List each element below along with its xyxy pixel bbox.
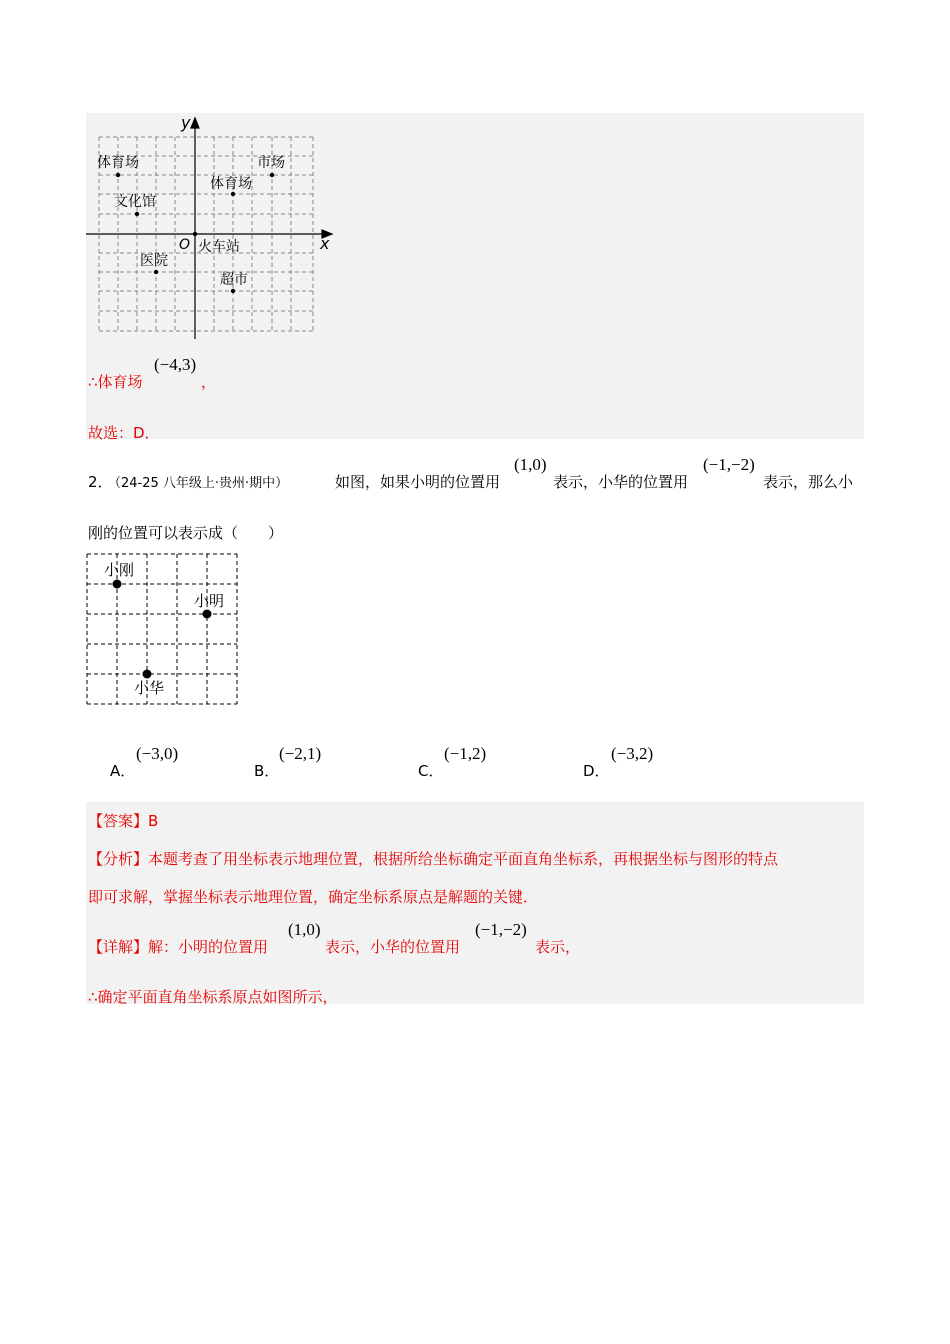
q2-text-b: 表示，小华的位置用 bbox=[553, 473, 689, 491]
option-b-letter[interactable]: B． bbox=[254, 762, 280, 780]
option-b-value[interactable]: (−2,1) bbox=[279, 744, 322, 763]
answer-line bbox=[88, 810, 158, 831]
y-axis-arrow bbox=[191, 118, 199, 128]
q2-source: （24-25 八年级上·贵州·期中） bbox=[108, 476, 289, 491]
q2-grid-figure bbox=[86, 553, 240, 706]
point-xiaoming bbox=[203, 610, 212, 619]
point-culture-hall bbox=[135, 212, 139, 216]
detail-tag: 【详解】 bbox=[88, 938, 149, 956]
label-xiaogang: 小刚 bbox=[104, 561, 135, 579]
y-axis-label: y bbox=[181, 113, 191, 132]
q2-text-c: 表示，那么小 bbox=[763, 473, 854, 491]
x-axis-label: x bbox=[320, 234, 330, 253]
label-stadium-2: 体育场 bbox=[210, 176, 252, 192]
label-hospital: 医院 bbox=[140, 253, 168, 269]
point-supermarket bbox=[231, 289, 235, 293]
q2-text-line2: 刚的位置可以表示成（ ） bbox=[88, 524, 284, 542]
detail-line-1 bbox=[88, 936, 268, 957]
point-xiaogang bbox=[113, 580, 122, 589]
q2-coord-ming: (1,0) bbox=[514, 455, 547, 474]
point-railway-station bbox=[193, 232, 197, 236]
prev-coordinate-figure bbox=[86, 113, 346, 345]
detail-coord-2: (−1,−2) bbox=[475, 920, 527, 939]
point-market bbox=[270, 173, 274, 177]
detail-text-b: 表示，小华的位置用 bbox=[325, 938, 461, 956]
option-c-letter[interactable]: C． bbox=[418, 762, 444, 780]
analysis-line-1 bbox=[88, 848, 778, 869]
point-stadium-2 bbox=[231, 192, 235, 196]
point-xiaohua bbox=[143, 670, 152, 679]
label-supermarket: 超市 bbox=[220, 272, 248, 288]
option-a-value[interactable]: (−3,0) bbox=[136, 744, 179, 763]
label-xiaoming: 小明 bbox=[194, 592, 225, 610]
label-railway-station: 火车站 bbox=[198, 239, 240, 255]
point-hospital bbox=[154, 270, 158, 274]
detail-text-c: 表示， bbox=[535, 938, 581, 956]
option-d-value[interactable]: (−3,2) bbox=[611, 744, 654, 763]
option-a-letter[interactable]: A． bbox=[110, 762, 136, 780]
q2-text-a: 如图，如果小明的位置用 bbox=[335, 473, 501, 491]
option-d-letter[interactable]: D． bbox=[583, 762, 610, 780]
analysis-text-1: 本题考查了用坐标表示地理位置，根据所给坐标确定平面直角坐标系，再根据坐标与图形的特点 bbox=[148, 850, 779, 868]
option-c-value[interactable]: (−1,2) bbox=[444, 744, 487, 763]
analysis-tag: 【分析】 bbox=[88, 850, 149, 868]
answer-value: B bbox=[148, 812, 159, 830]
prev-conclusion-coord: (−4,3) bbox=[154, 355, 197, 374]
analysis-line-2: 即可求解，掌握坐标表示地理位置，确定坐标系原点是解题的关键． bbox=[88, 888, 539, 906]
q2-coord-hua: (−1,−2) bbox=[703, 455, 755, 474]
prev-conclusion-text: ∴体育场 bbox=[88, 373, 143, 391]
origin-label: O bbox=[179, 237, 191, 253]
detail-text-a: 解：小明的位置用 bbox=[148, 938, 269, 956]
label-culture-hall: 文化馆 bbox=[114, 194, 156, 210]
answer-tag: 【答案】 bbox=[88, 812, 149, 830]
prev-conclusion-suffix: ， bbox=[201, 373, 217, 391]
q2-number: 2． bbox=[88, 473, 113, 491]
point-stadium-1 bbox=[116, 173, 120, 177]
label-stadium-1: 体育场 bbox=[97, 155, 139, 171]
detail-coord-1: (1,0) bbox=[288, 920, 321, 939]
detail-line-2: ∴确定平面直角坐标系原点如图所示， bbox=[88, 988, 338, 1006]
label-xiaohua: 小华 bbox=[134, 679, 165, 697]
label-market: 市场 bbox=[257, 155, 285, 171]
prev-choice: 故选：D． bbox=[88, 424, 160, 442]
